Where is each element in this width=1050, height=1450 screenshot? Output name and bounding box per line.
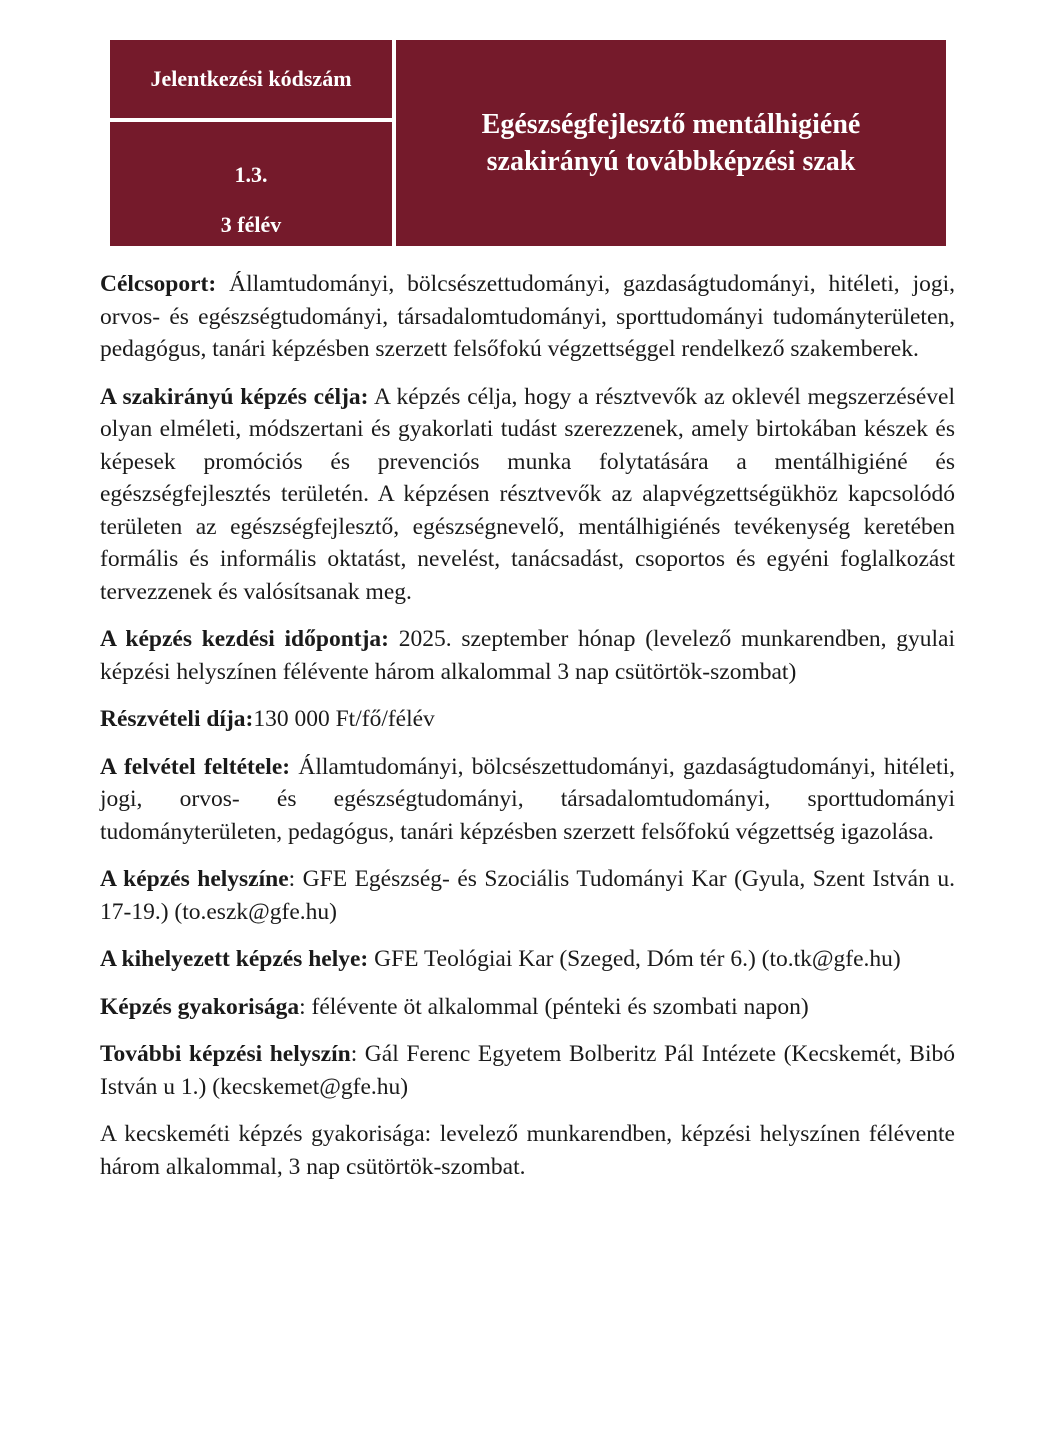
section-label: A képzés helyszíne	[100, 866, 289, 892]
program-title	[396, 40, 946, 246]
section-label: A szakirányú képzés célja:	[100, 383, 369, 410]
section-label: A képzés kezdési időpontja:	[100, 626, 389, 652]
program-header	[110, 40, 946, 246]
fee-paragraph	[100, 703, 955, 736]
section-text: Államtudományi, bölcsészettudományi, gazdaságtudományi, hitéleti, jogi, orvos- és egészségtudományi, társadalomtudományi, sporttudományi tudományterületen, pedagógus, tanári képzésben szerzett felsőfokú végzettség igazolása.	[100, 753, 955, 845]
remote-location-paragraph	[100, 943, 955, 976]
section-label: A felvétel feltétele:	[100, 753, 291, 780]
kecskemet-frequency-paragraph	[100, 1118, 955, 1183]
program-duration: 3 félév	[220, 212, 282, 237]
application-code-label: Jelentkezési kódszám	[110, 40, 392, 118]
application-code-cell	[110, 122, 392, 246]
program-title-line-2: szakirányú továbbképzési szak	[486, 146, 856, 177]
start-date-paragraph	[100, 623, 955, 688]
section-text: : Gál Ferenc Egyetem Bolberitz Pál Intézete (Kecskemét, Bibó István u 1.) (kecskemet@gfe.hu)	[100, 1041, 955, 1100]
section-label: További képzési helyszín	[100, 1041, 351, 1067]
section-label: Képzés gyakorisága	[100, 993, 300, 1020]
section-label: Célcsoport:	[100, 271, 217, 297]
section-text: GFE Teológiai Kar (Szeged, Dóm tér 6.) (to.tk@gfe.hu)	[368, 946, 901, 972]
section-text: : félévente öt alkalommal (pénteki és szombati napon)	[299, 993, 809, 1020]
target-group-paragraph	[100, 268, 955, 366]
section-label: A kihelyezett képzés helye:	[100, 946, 369, 972]
application-code-number: 1.3.	[234, 162, 268, 187]
location-paragraph	[100, 863, 955, 928]
program-goal-paragraph	[100, 381, 955, 609]
section-text: Államtudományi, bölcsészettudományi, gazdaságtudományi, hitéleti, jogi, orvos- és egészségtudományi, társadalomtudományi, sporttudományi tudományterületen, pedagógus, tanári képzésben szerzett felsőfokú végzettséggel rendelkező szakemberek.	[100, 271, 955, 362]
section-text: A kecskeméti képzés gyakorisága: levelező munkarendben, képzési helyszínen félévente három alkalommal, 3 nap csütörtök-szombat.	[100, 1121, 955, 1180]
section-text: 130 000 Ft/fő/félév	[253, 706, 435, 732]
section-label: Részvételi díja:	[100, 706, 254, 732]
frequency-paragraph	[100, 991, 955, 1024]
additional-location-paragraph	[100, 1038, 955, 1103]
section-text: : GFE Egészség- és Szociális Tudományi Kar (Gyula, Szent István u. 17-19.) (to.eszk@gfe.hu)	[100, 866, 955, 925]
program-details	[100, 268, 955, 1198]
admission-requirement-paragraph	[100, 751, 955, 849]
section-text: 2025. szeptember hónap (levelező munkarendben, gyulai képzési helyszínen félévente három alkalommal 3 nap csütörtök-szombat)	[100, 626, 956, 685]
section-text: A képzés célja, hogy a résztvevők az oklevél megszerzésével olyan elméleti, módszertani és gyakorlati tudást szerezzenek, amely birtokában készek és képesek promóciós és prevenciós munka folytatására a mentálhigiéné és egészségfejlesztés területén. A képzésen résztvevők az alapvégzettségükhöz kapcsolódó területen az egészségfejlesztő, egészségnevelő, mentálhigiénés tevékenység keretében formális és informális oktatást, nevelést, tanácsadást, csoportos és egyéni foglalkozást tervezzenek és valósítsanak meg.	[100, 383, 955, 605]
program-title-line-1: Egészségfejlesztő mentálhigiéné	[481, 109, 861, 140]
